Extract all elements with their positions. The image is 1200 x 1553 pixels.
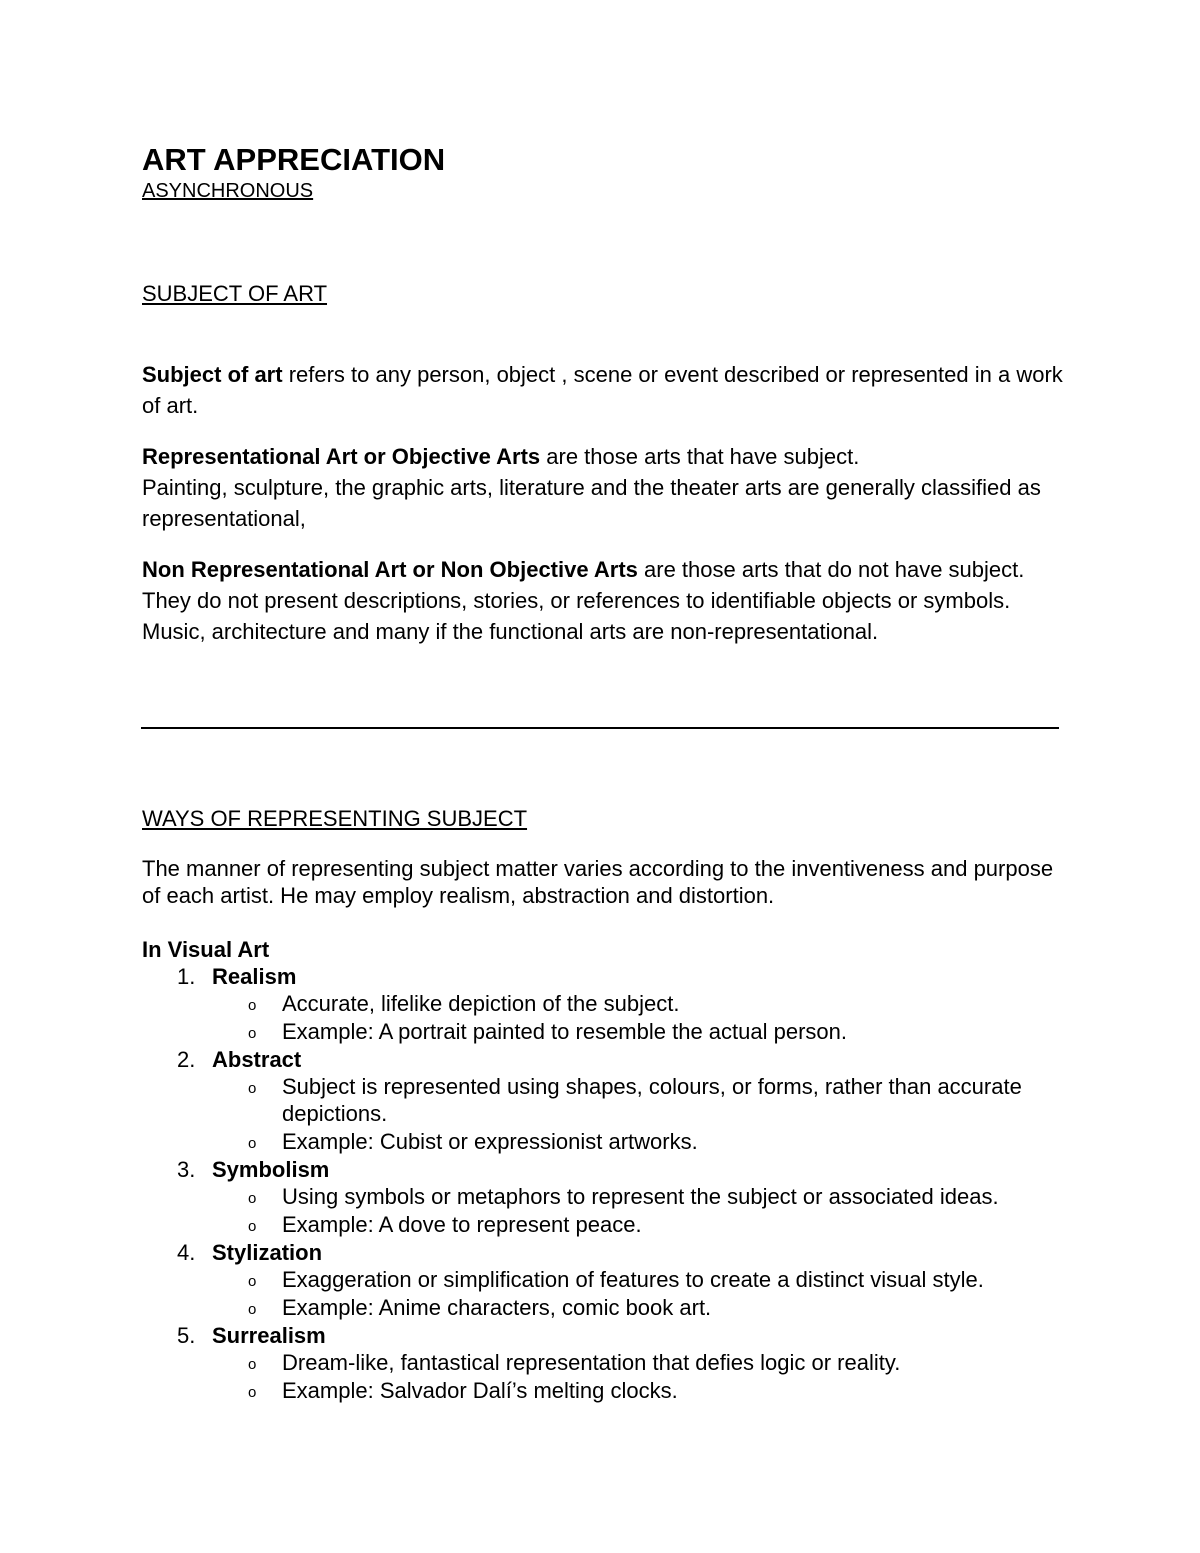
document-subtitle: ASYNCHRONOUS: [142, 180, 314, 202]
definition-text: are those arts that have subject.: [540, 444, 860, 469]
document-title: ART APPRECIATION: [142, 142, 446, 177]
ways-intro-paragraph: The manner of representing subject matter varies according to the inventiveness and purpose of each artist. He may employ realism, abstraction and distortion.: [142, 856, 1054, 908]
circle-bullet-icon: o: [248, 1025, 257, 1042]
list-number: 3.: [177, 1157, 196, 1182]
circle-bullet-icon: o: [248, 1135, 257, 1152]
term-representational-art: Representational Art or Objective Arts: [142, 444, 541, 469]
bullet-text: Subject is represented using shapes, colours, or forms, rather than accurate depictions.: [282, 1074, 1022, 1126]
section-heading-subject-of-art: SUBJECT OF ART: [142, 281, 328, 306]
section-heading-ways-of-representing: WAYS OF REPRESENTING SUBJECT: [142, 806, 528, 831]
circle-bullet-icon: o: [248, 1080, 257, 1097]
paragraph-subject-of-art: [142, 359, 1072, 421]
term-subject-of-art: Subject of art: [142, 362, 283, 387]
bullet-text: Dream-like, fantastical representation that defies logic or reality.: [282, 1350, 901, 1375]
circle-bullet-icon: o: [248, 997, 257, 1014]
visual-art-heading: In Visual Art: [142, 937, 270, 962]
representational-examples: Painting, sculpture, the graphic arts, literature and the theater arts are generally classified as representational,: [142, 475, 1041, 531]
bullet-text: Example: Salvador Dalí’s melting clocks.: [282, 1378, 678, 1403]
term-non-representational-art: Non Representational Art or Non Objective Arts: [142, 557, 638, 582]
bullet-text: Example: A portrait painted to resemble the actual person.: [282, 1019, 847, 1044]
circle-bullet-icon: o: [248, 1273, 257, 1290]
list-item-title: Realism: [212, 964, 297, 989]
circle-bullet-icon: o: [248, 1190, 257, 1207]
paragraph-representational-art: [142, 441, 1072, 534]
bullet-text: Example: Anime characters, comic book art.: [282, 1295, 712, 1320]
bullet-text: Exaggeration or simplification of features to create a distinct visual style.: [282, 1267, 984, 1292]
bullet-text: Example: A dove to represent peace.: [282, 1212, 642, 1237]
definition-text: are those arts that do not have subject.: [637, 557, 1025, 582]
bullet-text: Example: Cubist or expressionist artworks.: [282, 1129, 698, 1154]
list-item-title: Surrealism: [212, 1323, 326, 1348]
list-number: 5.: [177, 1323, 196, 1348]
list-number: 2.: [177, 1047, 196, 1072]
definition-text: refers to any person, object , scene or event described or represented in a work of art.: [142, 362, 1063, 418]
horizontal-divider: [141, 727, 1059, 729]
list-item-title: Stylization: [212, 1240, 323, 1265]
list-item-title: Symbolism: [212, 1157, 330, 1182]
circle-bullet-icon: o: [248, 1301, 257, 1318]
list-item-title: Abstract: [212, 1047, 302, 1072]
non-representational-examples: They do not present descriptions, stories, or references to identifiable objects or symbols. Music, architecture and many if the functional arts are non-representational.: [142, 588, 1011, 644]
paragraph-non-representational-art: [142, 554, 1072, 647]
circle-bullet-icon: o: [248, 1384, 257, 1401]
list-number: 4.: [177, 1240, 196, 1265]
bullet-text: Using symbols or metaphors to represent the subject or associated ideas.: [282, 1184, 999, 1209]
circle-bullet-icon: o: [248, 1218, 257, 1235]
circle-bullet-icon: o: [248, 1356, 257, 1373]
bullet-text: Accurate, lifelike depiction of the subject.: [282, 991, 680, 1016]
list-number: 1.: [177, 964, 196, 989]
